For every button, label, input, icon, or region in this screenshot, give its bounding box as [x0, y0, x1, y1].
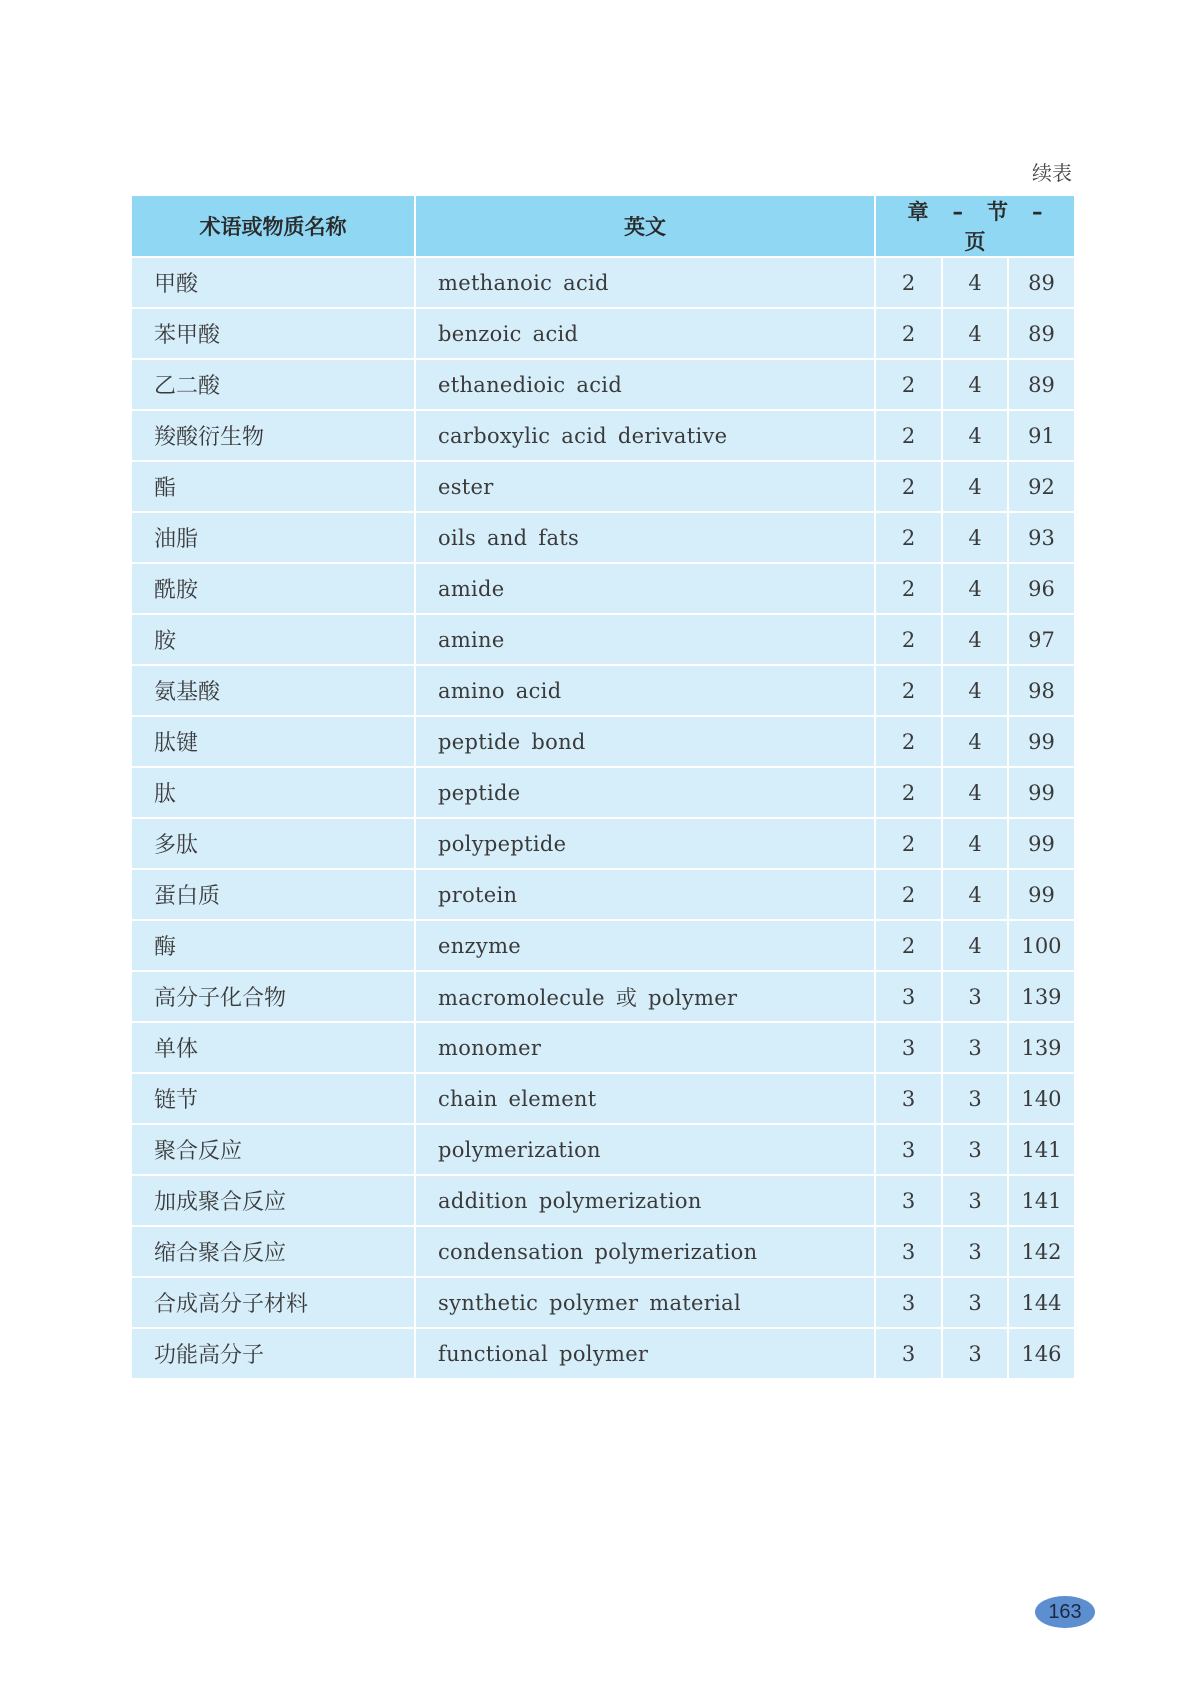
cell-page: 144: [1008, 1277, 1074, 1328]
cell-english: oils and fats: [415, 512, 875, 563]
cell-page: 146: [1008, 1328, 1074, 1378]
cell-term: 苯甲酸: [132, 308, 415, 359]
header-chapter: 章: [907, 200, 929, 224]
cell-page: 141: [1008, 1124, 1074, 1175]
cell-term: 酯: [132, 461, 415, 512]
cell-chapter: 3: [875, 1073, 942, 1124]
cell-section: 4: [942, 716, 1008, 767]
cell-chapter: 2: [875, 359, 942, 410]
cell-term: 链节: [132, 1073, 415, 1124]
cell-english: peptide bond: [415, 716, 875, 767]
cell-page: 96: [1008, 563, 1074, 614]
cell-section: 3: [942, 971, 1008, 1022]
cell-term: 功能高分子: [132, 1328, 415, 1378]
page-number-badge: 163: [1035, 1596, 1095, 1628]
cell-section: 3: [942, 1277, 1008, 1328]
cell-chapter: 3: [875, 1022, 942, 1073]
cell-english: polypeptide: [415, 818, 875, 869]
table-row: [132, 410, 1074, 461]
table-header: [132, 196, 1074, 257]
header-page: 页: [964, 230, 986, 254]
cell-english: synthetic polymer material: [415, 1277, 875, 1328]
cell-term: 酶: [132, 920, 415, 971]
table-row: [132, 1277, 1074, 1328]
cell-english: ester: [415, 461, 875, 512]
cell-page: 139: [1008, 971, 1074, 1022]
cell-english: ethanedioic acid: [415, 359, 875, 410]
cell-section: 4: [942, 257, 1008, 308]
cell-section: 4: [942, 665, 1008, 716]
cell-english: amino acid: [415, 665, 875, 716]
header-english: 英文: [415, 196, 875, 257]
table-row: [132, 461, 1074, 512]
table-row: [132, 614, 1074, 665]
cell-chapter: 2: [875, 461, 942, 512]
cell-english: chain element: [415, 1073, 875, 1124]
cell-section: 3: [942, 1022, 1008, 1073]
cell-english: macromolecule 或 polymer: [415, 971, 875, 1022]
cell-page: 98: [1008, 665, 1074, 716]
cell-section: 4: [942, 614, 1008, 665]
cell-chapter: 2: [875, 920, 942, 971]
cell-term: 肽键: [132, 716, 415, 767]
cell-term: 单体: [132, 1022, 415, 1073]
cell-section: 4: [942, 512, 1008, 563]
table-row: [132, 563, 1074, 614]
cell-english: monomer: [415, 1022, 875, 1073]
cell-page: 91: [1008, 410, 1074, 461]
table-continued-caption: 续表: [1032, 161, 1072, 185]
cell-term: 多肽: [132, 818, 415, 869]
cell-page: 142: [1008, 1226, 1074, 1277]
cell-chapter: 2: [875, 257, 942, 308]
cell-section: 3: [942, 1175, 1008, 1226]
header-dash: –: [952, 200, 963, 224]
cell-term: 甲酸: [132, 257, 415, 308]
cell-term: 羧酸衍生物: [132, 410, 415, 461]
table-body: [132, 257, 1074, 1378]
cell-term: 加成聚合反应: [132, 1175, 415, 1226]
cell-chapter: 3: [875, 971, 942, 1022]
cell-english: carboxylic acid derivative: [415, 410, 875, 461]
cell-section: 4: [942, 563, 1008, 614]
cell-section: 4: [942, 308, 1008, 359]
table-row: [132, 1226, 1074, 1277]
cell-page: 139: [1008, 1022, 1074, 1073]
cell-page: 99: [1008, 716, 1074, 767]
cell-chapter: 2: [875, 716, 942, 767]
cell-chapter: 2: [875, 869, 942, 920]
table-row: [132, 869, 1074, 920]
cell-section: 4: [942, 359, 1008, 410]
cell-section: 4: [942, 410, 1008, 461]
header-term: 术语或物质名称: [132, 196, 415, 257]
table-row: [132, 665, 1074, 716]
cell-term: 氨基酸: [132, 665, 415, 716]
cell-section: 3: [942, 1328, 1008, 1378]
cell-page: 89: [1008, 308, 1074, 359]
cell-page: 92: [1008, 461, 1074, 512]
table-row: [132, 1022, 1074, 1073]
cell-term: 高分子化合物: [132, 971, 415, 1022]
cell-english: benzoic acid: [415, 308, 875, 359]
cell-chapter: 2: [875, 767, 942, 818]
cell-chapter: 3: [875, 1226, 942, 1277]
cell-page: 140: [1008, 1073, 1074, 1124]
cell-section: 4: [942, 461, 1008, 512]
table-row: [132, 920, 1074, 971]
cell-english: amide: [415, 563, 875, 614]
table-row: [132, 818, 1074, 869]
cell-chapter: 2: [875, 665, 942, 716]
cell-term: 胺: [132, 614, 415, 665]
table-row: [132, 716, 1074, 767]
cell-chapter: 2: [875, 308, 942, 359]
cell-chapter: 2: [875, 614, 942, 665]
cell-term: 肽: [132, 767, 415, 818]
cell-english: protein: [415, 869, 875, 920]
cell-page: 99: [1008, 869, 1074, 920]
cell-term: 缩合聚合反应: [132, 1226, 415, 1277]
cell-term: 聚合反应: [132, 1124, 415, 1175]
cell-page: 89: [1008, 257, 1074, 308]
cell-chapter: 2: [875, 563, 942, 614]
cell-section: 4: [942, 767, 1008, 818]
cell-page: 99: [1008, 767, 1074, 818]
table-row: [132, 512, 1074, 563]
table-row: [132, 767, 1074, 818]
cell-section: 4: [942, 869, 1008, 920]
header-dash: –: [1032, 200, 1043, 224]
cell-section: 3: [942, 1073, 1008, 1124]
table-row: [132, 359, 1074, 410]
cell-english: amine: [415, 614, 875, 665]
table-row: [132, 1328, 1074, 1378]
cell-chapter: 3: [875, 1277, 942, 1328]
table-row: [132, 1175, 1074, 1226]
table-row: [132, 1073, 1074, 1124]
cell-section: 3: [942, 1124, 1008, 1175]
cell-page: 93: [1008, 512, 1074, 563]
cell-chapter: 3: [875, 1175, 942, 1226]
cell-term: 油脂: [132, 512, 415, 563]
cell-page: 99: [1008, 818, 1074, 869]
cell-chapter: 2: [875, 512, 942, 563]
cell-english: peptide: [415, 767, 875, 818]
cell-term: 蛋白质: [132, 869, 415, 920]
cell-section: 4: [942, 920, 1008, 971]
table-row: [132, 1124, 1074, 1175]
header-section: 节: [987, 200, 1008, 224]
cell-page: 100: [1008, 920, 1074, 971]
cell-page: 141: [1008, 1175, 1074, 1226]
table-row: [132, 308, 1074, 359]
cell-term: 合成高分子材料: [132, 1277, 415, 1328]
cell-chapter: 3: [875, 1328, 942, 1378]
table-row: [132, 257, 1074, 308]
cell-term: 酰胺: [132, 563, 415, 614]
cell-chapter: 3: [875, 1124, 942, 1175]
cell-english: enzyme: [415, 920, 875, 971]
cell-english: methanoic acid: [415, 257, 875, 308]
glossary-table: [132, 196, 1074, 1378]
cell-chapter: 2: [875, 818, 942, 869]
cell-english: polymerization: [415, 1124, 875, 1175]
cell-page: 97: [1008, 614, 1074, 665]
table-row: [132, 971, 1074, 1022]
cell-section: 4: [942, 818, 1008, 869]
cell-term: 乙二酸: [132, 359, 415, 410]
cell-section: 3: [942, 1226, 1008, 1277]
cell-page: 89: [1008, 359, 1074, 410]
cell-english: condensation polymerization: [415, 1226, 875, 1277]
cell-english: functional polymer: [415, 1328, 875, 1378]
cell-english: addition polymerization: [415, 1175, 875, 1226]
header-chapter-section-page: [875, 196, 1074, 257]
cell-chapter: 2: [875, 410, 942, 461]
